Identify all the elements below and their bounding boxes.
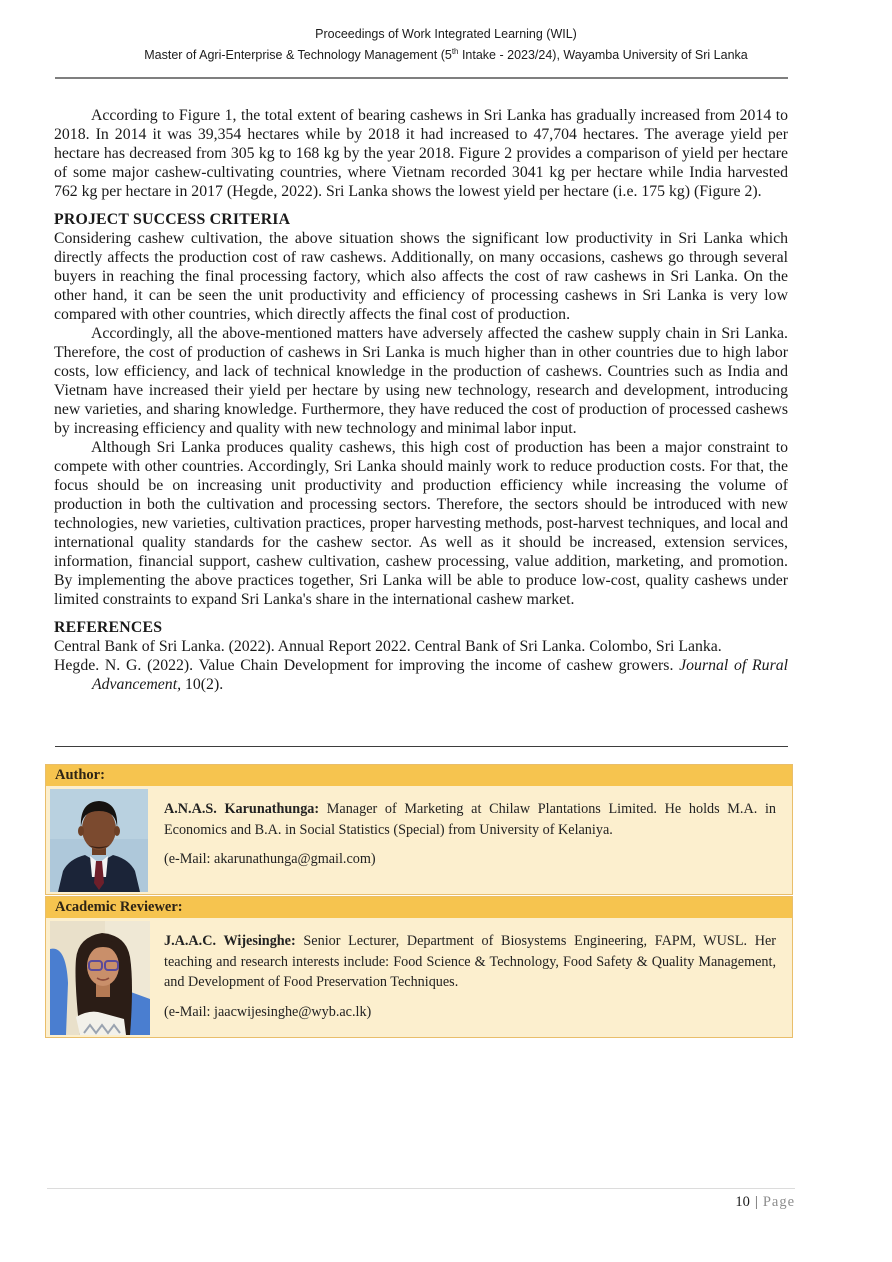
paragraph-considering: Considering cashew cultivation, the above situation shows the significant low productivity in Sri Lanka which directly affects the production cost of raw cashews. Additionally, on many occasions, cashews go through several buyers in reaching the final processing factory, which also affects the cost of raw cashews in Sri Lanka. On the other hand, it can be seen the unit productivity and efficiency of processing cashews in Sri Lanka is very low compared with other countries, which directly affects the final cost of production. xyxy=(54,230,788,323)
reference-central-bank: Central Bank of Sri Lanka. (2022). Annual Report 2022. Central Bank of Sri Lanka. Colombo, Sri Lanka. xyxy=(54,638,722,655)
page-number: 10 xyxy=(735,1194,750,1210)
reviewer-body xyxy=(46,918,792,1037)
reviewer-box xyxy=(45,896,793,1038)
author-photo xyxy=(50,789,148,892)
reviewer-bio: J.A.A.C. Wijesinghe: Senior Lecturer, Department of Biosystems Engineering, FAPM, WUSL. Her teaching and research interests include: Food Science & Technology, Food Safety & Quality Management, and Development of Food Preservation Techniques. xyxy=(164,933,776,990)
reviewer-email: (e-Mail: jaacwijesinghe@wyb.ac.lk) xyxy=(164,1003,372,1020)
paragraph-figure-summary: According to Figure 1, the total extent of bearing cashews in Sri Lanka has gradually increased from 2014 to 2018. In 2014 it was 39,354 hectares while by 2018 it had increased to 47,704 hectares. The average yield per hectare has decreased from 305 kg to 168 kg by the year 2018. Figure 2 provides a comparison of yield per hectare of some major cashew-cultivating countries, where Vietnam recorded 3041 kg per hectare while India harvested 762 kg per hectare in 2017 (Hegde, 2022). Sri Lanka shows the lowest yield per hectare (i.e. 175 kg) (Figure 2). xyxy=(54,107,788,200)
header-rule xyxy=(55,77,788,79)
reference-hegde: Hegde. N. G. (2022). Value Chain Development for improving the income of cashew growers. Journal of Rural Advancement, 10(2). xyxy=(54,657,788,693)
footer-page-label: Page xyxy=(762,1194,795,1210)
reviewer-photo xyxy=(50,921,150,1035)
paragraph-accordingly: Accordingly, all the above-mentioned matters have adversely affected the cashew supply chain in Sri Lanka. Therefore, the cost of production of cashews in Sri Lanka is much higher than in other countries due to high labor costs, low efficiency, and lack of technical knowledge in the production of cashews. Countries such as India and Vietnam have increased their yield per hectare by using new technology, research and development, introducing new varieties, and sharing knowledge. Furthermore, they have reduced the cost of production of processed cashews by increasing efficiency and quality with new technology and minimal labor input. xyxy=(54,325,788,437)
header-line-1: Proceedings of Work Integrated Learning (WIL) xyxy=(315,27,577,41)
reviewer-name: J.A.A.C. Wijesinghe: xyxy=(164,933,296,949)
author-bio: A.N.A.S. Karunathunga: Manager of Marketing at Chilaw Plantations Limited. He holds M.A. in Economics and B.A. in Social Statistics (Special) from University of Kelaniya. xyxy=(164,801,776,838)
paragraph-although: Although Sri Lanka produces quality cashews, this high cost of production has been a major constraint to compete with other countries. Accordingly, Sri Lanka should mainly work to reduce production costs. For that, the focus should be on increasing unit productivity and production efficiency while increasing the volume of production in both the cultivation and processing sectors. Therefore, the sectors should be introduced with new technologies, new varieties, cultivation practices, proper harvesting methods, post-harvest techniques, and local and international quality standards for the cashew sector. As well as it should be increased, extension services, information, financial support, cashew cultivation, cashew processing, value addition, marketing, and promotion. By implementing the above practices together, Sri Lanka will be able to produce low-cost, quality cashews under limited constraints to expand Sri Lanka's share in the international cashew market. xyxy=(54,439,788,608)
heading-project-success-criteria: PROJECT SUCCESS CRITERIA xyxy=(54,211,291,228)
author-name: A.N.A.S. Karunathunga: xyxy=(164,801,320,817)
author-email: (e-Mail: akarunathunga@gmail.com) xyxy=(164,851,376,867)
superscript-th: th xyxy=(451,47,459,56)
section-divider xyxy=(55,746,788,747)
page-footer xyxy=(47,1188,795,1211)
footer-separator: | xyxy=(754,1194,758,1210)
article-body xyxy=(54,106,788,746)
header-line-2: Master of Agri-Enterprise & Technology Management (5th Intake - 2023/24), Wayamba University of Sri Lanka xyxy=(144,47,748,63)
author-box xyxy=(45,764,793,895)
journal-title-italic: Journal of Rural Advancement, xyxy=(92,657,788,693)
author-body xyxy=(46,786,792,894)
heading-references: REFERENCES xyxy=(54,619,163,636)
reviewer-banner: Academic Reviewer: xyxy=(46,897,792,918)
page-header xyxy=(0,0,892,64)
author-banner: Author: xyxy=(46,765,792,786)
